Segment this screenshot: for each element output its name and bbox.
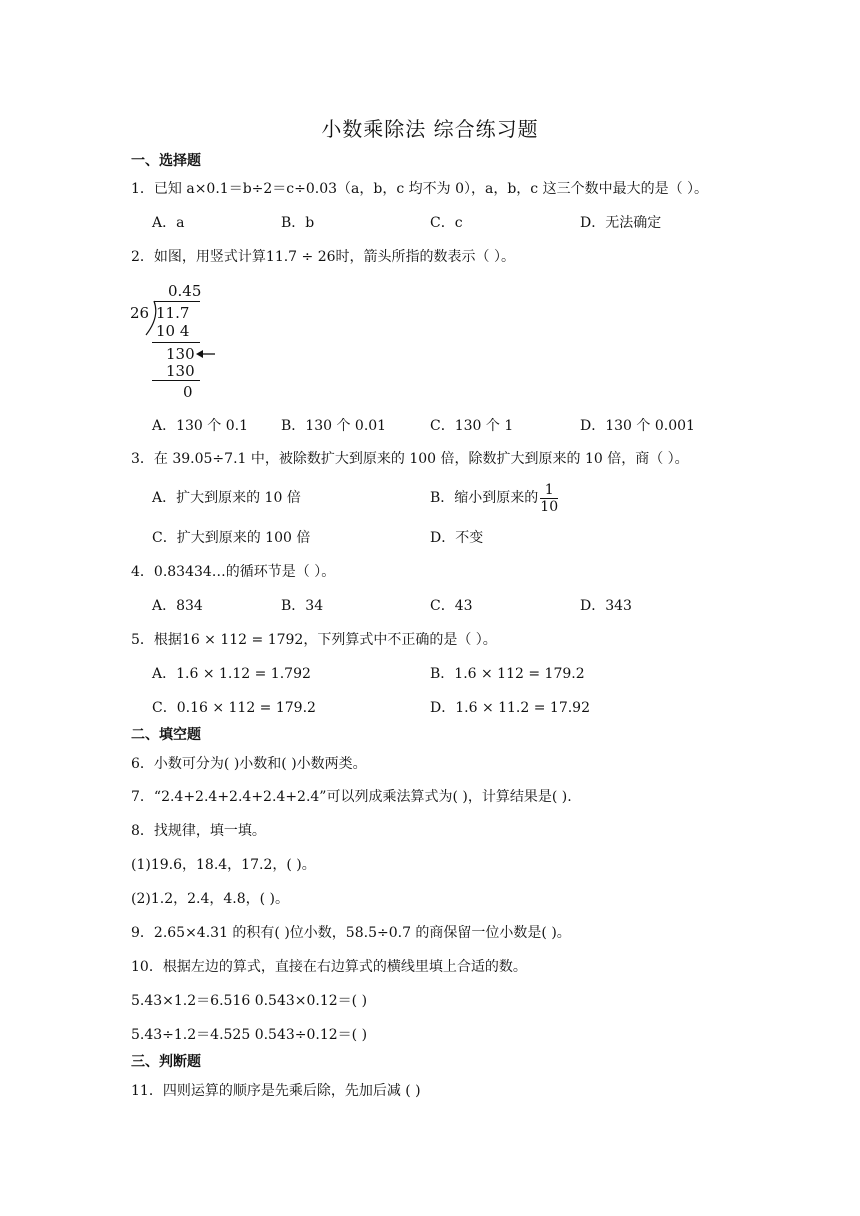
section-heading-choice: 一、选择题 — [131, 153, 201, 169]
fraction-numerator: 1 — [540, 482, 558, 499]
fraction-one-tenth — [540, 482, 558, 515]
q1-option-d[interactable]: D．无法确定 — [580, 215, 662, 231]
fraction-denominator: 10 — [540, 498, 559, 515]
question-5-stem: 5．根据16 × 112 = 1792，下列算式中不正确的是（ ）。 — [131, 632, 497, 648]
division-quotient: 0.45 — [168, 282, 202, 300]
division-line-1 — [152, 342, 200, 343]
division-remainder: 0 — [183, 383, 193, 401]
question-6: 6．小数可分为( )小数和( )小数两类。 — [131, 756, 367, 772]
q1-option-c[interactable]: C．c — [430, 215, 463, 231]
question-10-line-2: 5.43÷1.2＝4.525 0.543÷0.12＝( ) — [131, 1027, 368, 1043]
q5-option-d[interactable]: D．1.6 × 11.2 = 17.92 — [430, 700, 591, 716]
division-divisor: 26 — [130, 304, 150, 322]
q2-option-b[interactable]: B．130 个 0.01 — [281, 418, 387, 434]
section-heading-fill: 二、填空题 — [131, 727, 201, 743]
question-10-line-1: 5.43×1.2＝6.516 0.543×0.12＝( ) — [131, 993, 368, 1009]
long-division-figure — [128, 282, 228, 402]
question-8-part-1: (1)19.6，18.4，17.2，( )。 — [131, 857, 316, 873]
question-2-stem: 2．如图，用竖式计算11.7 ÷ 26时，箭头所指的数表示（ ）。 — [131, 249, 515, 265]
division-line-2 — [152, 380, 200, 381]
q4-option-c[interactable]: C．43 — [430, 598, 473, 614]
q4-option-a[interactable]: A．834 — [152, 598, 203, 614]
q2-option-a[interactable]: A．130 个 0.1 — [152, 418, 248, 434]
division-step-2: 130 — [166, 345, 195, 363]
division-step-1: 10 4 — [156, 322, 190, 340]
q5-option-c[interactable]: C．0.16 × 112 = 179.2 — [152, 700, 316, 716]
q3-option-a[interactable]: A．扩大到原来的 10 倍 — [152, 490, 301, 506]
q3-option-b-label: B．缩小到原来的 — [430, 490, 539, 506]
page-title: 小数乘除法 综合练习题 — [321, 117, 539, 141]
division-step-3: 130 — [166, 362, 195, 380]
q3-option-c[interactable]: C．扩大到原来的 100 倍 — [152, 530, 311, 546]
q2-option-c[interactable]: C．130 个 1 — [430, 418, 514, 434]
question-7: 7．“2.4+2.4+2.4+2.4+2.4”可以列成乘法算式为( )，计算结果是( ). — [131, 789, 572, 805]
question-9: 9．2.65×4.31 的积有( )位小数，58.5÷0.7 的商保留一位小数是( )。 — [131, 925, 571, 941]
q1-option-b[interactable]: B．b — [281, 215, 315, 231]
question-3-stem: 3．在 39.05÷7.1 中，被除数扩大到原来的 100 倍，除数扩大到原来的 10 倍，商（ ）。 — [131, 451, 689, 467]
q4-option-d[interactable]: D．343 — [580, 598, 632, 614]
division-top-line — [154, 301, 200, 302]
question-8-part-2: (2)1.2，2.4，4.8，( )。 — [131, 891, 289, 907]
q5-option-a[interactable]: A．1.6 × 1.12 = 1.792 — [152, 666, 311, 682]
section-heading-judge: 三、判断题 — [131, 1054, 201, 1070]
question-1-stem: 1．已知 a×0.1＝b÷2＝c÷0.03（a，b，c 均不为 0），a，b，c 这三个数中最大的是（ ）。 — [131, 181, 709, 197]
q3-option-b[interactable] — [430, 480, 558, 516]
q4-option-b[interactable]: B．34 — [281, 598, 324, 614]
q1-option-a[interactable]: A．a — [152, 215, 185, 231]
q3-option-d[interactable]: D．不变 — [430, 530, 484, 546]
q5-option-b[interactable]: B．1.6 × 112 = 179.2 — [430, 666, 585, 682]
question-4-stem: 4．0.83434…的循环节是（ ）。 — [131, 564, 336, 580]
division-dividend: 11.7 — [156, 304, 190, 322]
pointer-arrow-icon — [196, 348, 216, 360]
question-10-stem: 10．根据左边的算式，直接在右边算式的横线里填上合适的数。 — [131, 959, 527, 975]
q2-option-d[interactable]: D．130 个 0.001 — [580, 418, 695, 434]
question-11: 11．四则运算的顺序是先乘后除，先加后减 ( ) — [131, 1083, 421, 1099]
question-8-stem: 8．找规律，填一填。 — [131, 823, 266, 839]
